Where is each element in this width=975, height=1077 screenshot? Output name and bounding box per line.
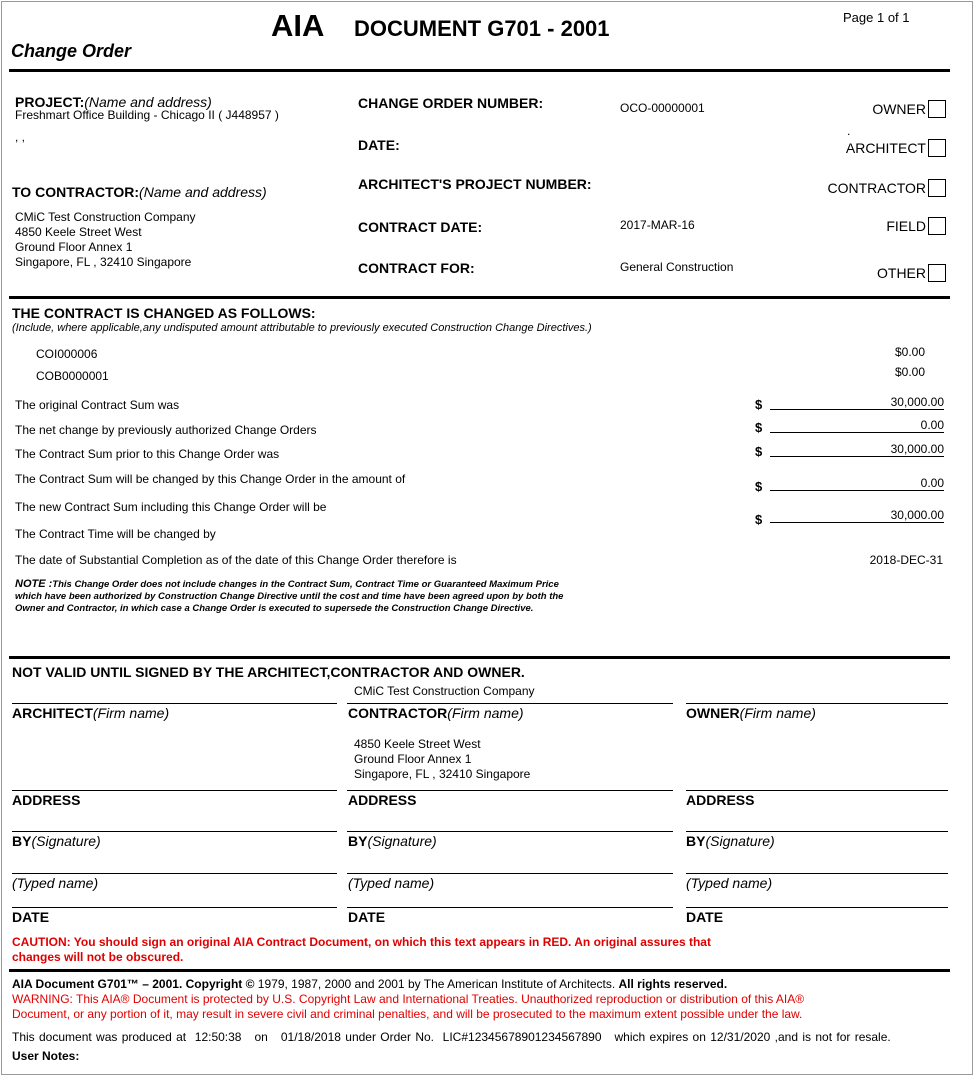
warning-text: WARNING: This AIA® Document is protected by U.S. Copyright Law and International Treaties. Unauthorized reproduction or distribution of this AIA® Document, or any portion of it, may result in severe civil and criminal penalties, and will be prosecuted to the maximum extent possible under the law. — [12, 992, 805, 1021]
project-label: PROJECT:(Name and address) — [15, 94, 212, 110]
address-line: Singapore, FL , 32410 Singapore — [354, 767, 531, 781]
owner-signature-field[interactable]: BY(Signature) — [686, 833, 775, 849]
change-amount-value: 0.00 — [770, 476, 944, 491]
change-item-amount: $0.00 — [894, 345, 925, 359]
checkbox-field[interactable]: FIELD — [886, 217, 946, 235]
signature-line — [12, 873, 337, 874]
signature-line — [12, 907, 337, 908]
change-item-code: COB0000001 — [36, 369, 109, 383]
to-contractor-label: TO CONTRACTOR:(Name and address) — [12, 184, 267, 200]
completion-label: The date of Substantial Completion as of the date of this Change Order therefore is — [15, 553, 457, 567]
original-sum-label: The original Contract Sum was — [15, 398, 180, 412]
contractor-firm-label: CONTRACTOR(Firm name) — [348, 705, 524, 721]
signature-line — [347, 873, 673, 874]
contractor-line: Ground Floor Annex 1 — [15, 240, 133, 254]
production-line: This document was produced at 12:50:38 on 01/18/2018 under Order No. LIC#12345678901234567890 which expires on 12/31/2020 ,and is not for resale. — [12, 1030, 891, 1044]
signature-line — [686, 790, 948, 791]
footer-rule — [9, 969, 950, 972]
currency-sign: $ — [755, 479, 763, 494]
new-sum-value: 30,000.00 — [770, 508, 944, 523]
signature-line — [347, 790, 673, 791]
prior-sum-label: The Contract Sum prior to this Change Order was — [15, 447, 280, 461]
checkbox-owner[interactable]: OWNER — [872, 100, 946, 118]
contract-date-label: CONTRACT DATE: — [358, 219, 483, 235]
checkbox-owner-box[interactable] — [928, 100, 946, 118]
owner-date-label: DATE — [686, 909, 724, 925]
completion-date: 2018-DEC-31 — [869, 553, 943, 567]
note-block: NOTE :This Change Order does not include changes in the Contract Sum, Contract Time or Guaranteed Maximum Price which have been authorized by Construction Change Directive until the cost and time have been agreed upon by both the Owner and Contractor, in which case a Change Order is executed to supersede the Construction Change Directive. — [15, 578, 564, 614]
section-rule — [9, 296, 950, 299]
net-change-value: 0.00 — [770, 418, 944, 433]
change-amount-label: The Contract Sum will be changed by this Change Order in the amount of — [15, 472, 406, 486]
signature-line — [686, 907, 948, 908]
original-sum-value: 30,000.00 — [770, 395, 944, 410]
new-sum-label: The new Contract Sum including this Change Order will be — [15, 500, 327, 514]
contractor-line: Singapore, FL , 32410 Singapore — [15, 255, 192, 269]
address-line: Ground Floor Annex 1 — [354, 752, 472, 766]
page-number: Page 1 of 1 — [843, 10, 910, 25]
signature-line — [686, 703, 948, 704]
signature-line — [686, 831, 948, 832]
contract-date-value: 2017-MAR-16 — [620, 218, 695, 232]
signature-line — [12, 790, 337, 791]
signature-line — [347, 907, 673, 908]
checkbox-architect-box[interactable] — [928, 139, 946, 157]
project-extra: , , — [15, 130, 26, 144]
signature-line — [347, 703, 673, 704]
address-line: 4850 Keele Street West — [354, 737, 481, 751]
checkbox-contractor[interactable]: CONTRACTOR — [827, 179, 946, 197]
prior-sum-value: 30,000.00 — [770, 442, 944, 457]
architect-address-label: ADDRESS — [12, 792, 81, 808]
contractor-line: CMiC Test Construction Company — [15, 210, 196, 224]
contractor-sig-address — [354, 737, 530, 782]
project-name: Freshmart Office Building - Chicago II ( J448957 ) — [15, 108, 279, 122]
co-number-value: OCO-00000001 — [620, 101, 705, 115]
signatures-title: NOT VALID UNTIL SIGNED BY THE ARCHITECT,CONTRACTOR AND OWNER. — [12, 664, 525, 680]
contractor-address — [15, 210, 196, 270]
change-item-code: COI000006 — [36, 347, 98, 361]
currency-sign: $ — [755, 397, 763, 412]
contractor-date-label: DATE — [348, 909, 386, 925]
currency-sign: $ — [755, 444, 763, 459]
signature-line — [12, 831, 337, 832]
architect-signature-field[interactable]: BY(Signature) — [12, 833, 101, 849]
contractor-address-label: ADDRESS — [348, 792, 417, 808]
header-rule — [9, 69, 950, 72]
signature-line — [686, 873, 948, 874]
owner-address-label: ADDRESS — [686, 792, 755, 808]
contract-for-label: CONTRACT FOR: — [358, 260, 475, 276]
copyright-line: AIA Document G701™ – 2001. Copyright © 1979, 1987, 2000 and 2001 by The American Institute of Architects. All rights reserved. — [12, 977, 728, 991]
checkbox-field-box[interactable] — [928, 217, 946, 235]
aia-logo: AIA — [271, 8, 325, 43]
section-rule — [9, 656, 950, 659]
currency-sign: $ — [755, 420, 763, 435]
currency-sign: $ — [755, 512, 763, 527]
net-change-label: The net change by previously authorized Change Orders — [15, 423, 317, 437]
date-label: DATE: — [358, 137, 400, 153]
contractor-firm-name: CMiC Test Construction Company — [354, 684, 535, 698]
checkbox-other-box[interactable] — [928, 264, 946, 282]
co-number-label: CHANGE ORDER NUMBER: — [358, 95, 544, 111]
document-title: DOCUMENT G701 - 2001 — [354, 16, 610, 41]
contract-time-label: The Contract Time will be changed by — [15, 527, 216, 541]
checkbox-other[interactable]: OTHER — [877, 264, 946, 282]
contractor-typed-name[interactable]: (Typed name) — [348, 875, 435, 891]
owner-firm-label: OWNER(Firm name) — [686, 705, 816, 721]
form-title: Change Order — [11, 41, 132, 61]
contractor-line: 4850 Keele Street West — [15, 225, 142, 239]
checkbox-architect[interactable]: ARCHITECT — [846, 139, 946, 157]
architect-date-label: DATE — [12, 909, 50, 925]
user-notes-label: User Notes: — [12, 1049, 80, 1063]
signature-line — [347, 831, 673, 832]
owner-typed-name[interactable]: (Typed name) — [686, 875, 773, 891]
architect-typed-name[interactable]: (Typed name) — [12, 875, 99, 891]
contractor-signature-field[interactable]: BY(Signature) — [348, 833, 437, 849]
changes-subtitle: (Include, where applicable,any undisputed amount attributable to previously executed Construction Change Directives.) — [12, 322, 592, 334]
contract-for-value: General Construction — [620, 260, 734, 274]
checkbox-contractor-box[interactable] — [928, 179, 946, 197]
caution-text: CAUTION: You should sign an original AIA Contract Document, on which this text appears in RED. An original assures that changes will not be obscured. — [12, 935, 711, 964]
architect-firm-label: ARCHITECT(Firm name) — [12, 705, 170, 721]
signature-line — [12, 703, 337, 704]
distribution-dot: . — [847, 124, 851, 138]
arch-project-number-label: ARCHITECT'S PROJECT NUMBER: — [358, 176, 592, 192]
change-item-amount: $0.00 — [894, 365, 925, 379]
changes-title: THE CONTRACT IS CHANGED AS FOLLOWS: — [12, 305, 316, 321]
